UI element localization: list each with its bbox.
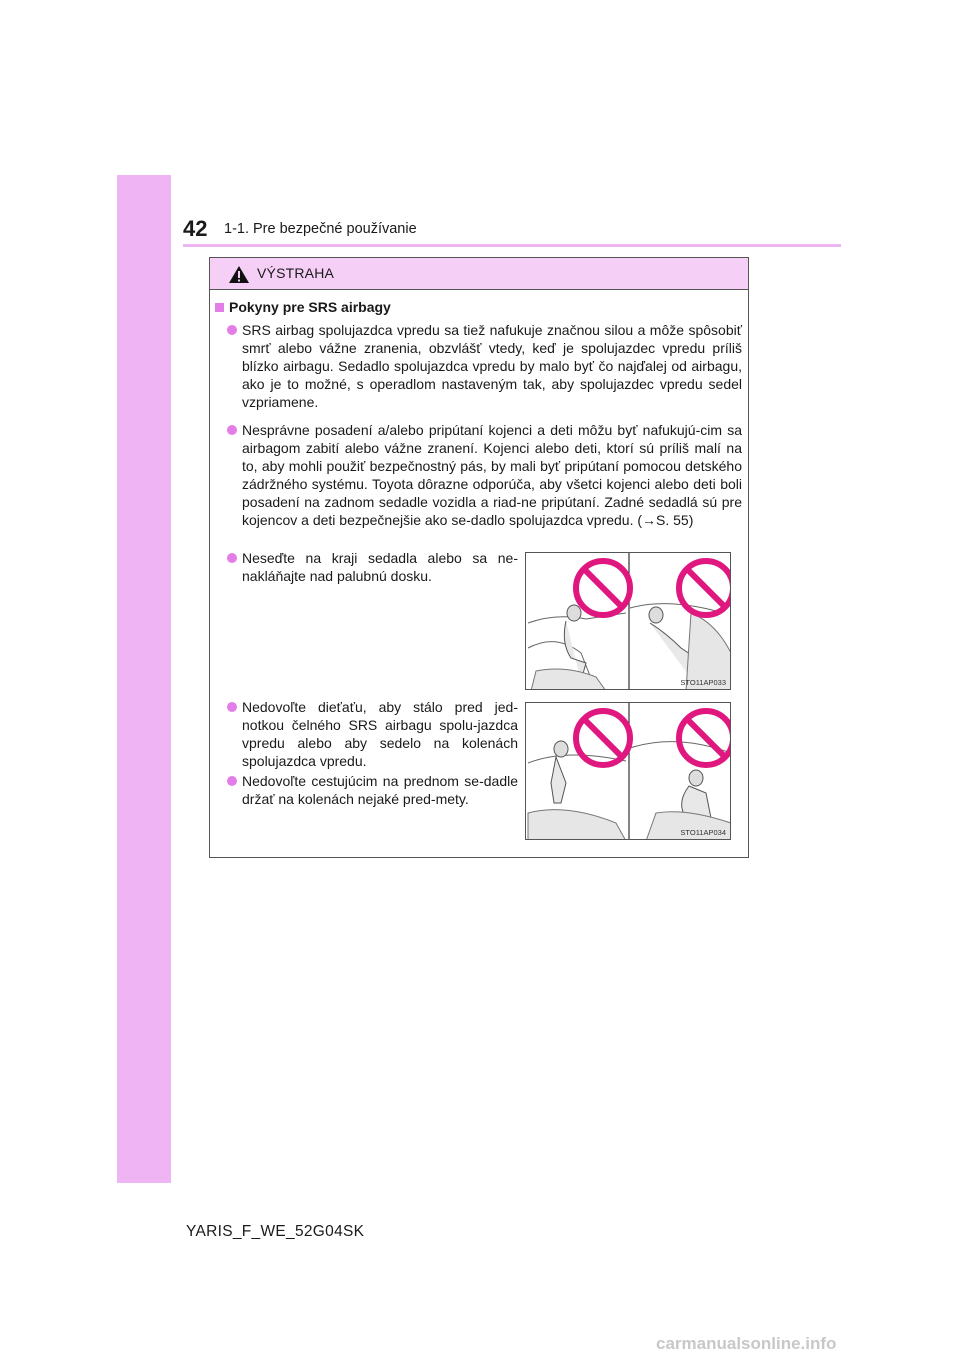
section-title: 1-1. Pre bezpečné používanie <box>224 221 417 237</box>
bullet-dot-icon <box>227 702 237 712</box>
illustration-code: STO11AP033 <box>680 678 726 687</box>
bullet-item <box>242 549 518 585</box>
bullet-text: Nedovoľte dieťaťu, aby stálo pred jed-notkou čelného SRS airbagu spolu-jazdca vpredu alebo aby sedelo na kolenách spolujazdca vpredu. <box>242 699 518 769</box>
bullet-dot-icon <box>227 553 237 563</box>
prohibited-icon <box>679 711 731 765</box>
bullet-item <box>242 772 518 808</box>
bullet-item <box>242 321 742 411</box>
warning-title: VÝSTRAHA <box>257 265 335 281</box>
bullet-text: SRS airbag spolujazdca vpredu sa tiež nafukuje značnou silou a môže spôsobiť smrť alebo vážne zranenia, obzvlášť vtedy, keď je spolujazdec vpredu príliš blízko airbagu. Sedadlo spolujazdca vpredu by malo byť čo najďalej od airbagu, ako je to možné, s operadlom nastaveným tak, aby spolujazdec vpredu sedel vzpriamene. <box>242 322 742 410</box>
topic-title: Pokyny pre SRS airbagy <box>229 299 391 315</box>
topic-heading <box>215 299 391 315</box>
bullet-item <box>242 421 742 529</box>
chapter-side-tab <box>117 175 171 1183</box>
page-number: 42 <box>183 216 208 241</box>
illustration-child-standing <box>525 702 731 840</box>
bullet-text: Nesprávne posadení a/alebo pripútaní kojenci a deti môžu byť nafukujú-cim sa airbagom zabití alebo vážne zranení. Kojenci alebo deti, ktorí sú príliš malí na to, aby mohli použiť bezpečnostný pás, by mali byť pripútaní pomocou detského zádržného systému. Toyota dôrazne odporúča, aby všetci kojenci alebo deti boli posadení na zadnom sedadle vozidla a riad-ne pripútaní. Zadné sedadlá sú pre kojencov a deti bezpečnejšie ako se-dadlo spolujazdca vpredu. (→S. 55) <box>242 422 742 528</box>
bullet-text: Nedovoľte cestujúcim na prednom se-dadle držať na kolenách nejaké pred-mety. <box>242 773 518 807</box>
square-bullet-icon <box>215 303 224 312</box>
document-id: YARIS_F_WE_52G04SK <box>186 1223 365 1240</box>
bullet-dot-icon <box>227 776 237 786</box>
warning-triangle-icon <box>228 265 250 284</box>
bullet-item <box>242 698 518 770</box>
illustration-leaning-passenger <box>525 552 731 690</box>
warning-header <box>210 258 748 290</box>
illustration-drawing <box>526 553 731 690</box>
header-rule <box>183 244 841 247</box>
warning-box <box>209 257 749 858</box>
prohibited-icon <box>576 561 630 615</box>
illustration-code: STO11AP034 <box>680 828 726 837</box>
bullet-dot-icon <box>227 425 237 435</box>
prohibited-icon <box>679 561 731 615</box>
bullet-text: Neseďte na kraji sedadla alebo sa ne-nakláňajte nad palubnú dosku. <box>242 550 518 584</box>
illustration-drawing <box>526 703 731 840</box>
bullet-dot-icon <box>227 325 237 335</box>
watermark: carmanualsonline.info <box>656 1334 837 1353</box>
